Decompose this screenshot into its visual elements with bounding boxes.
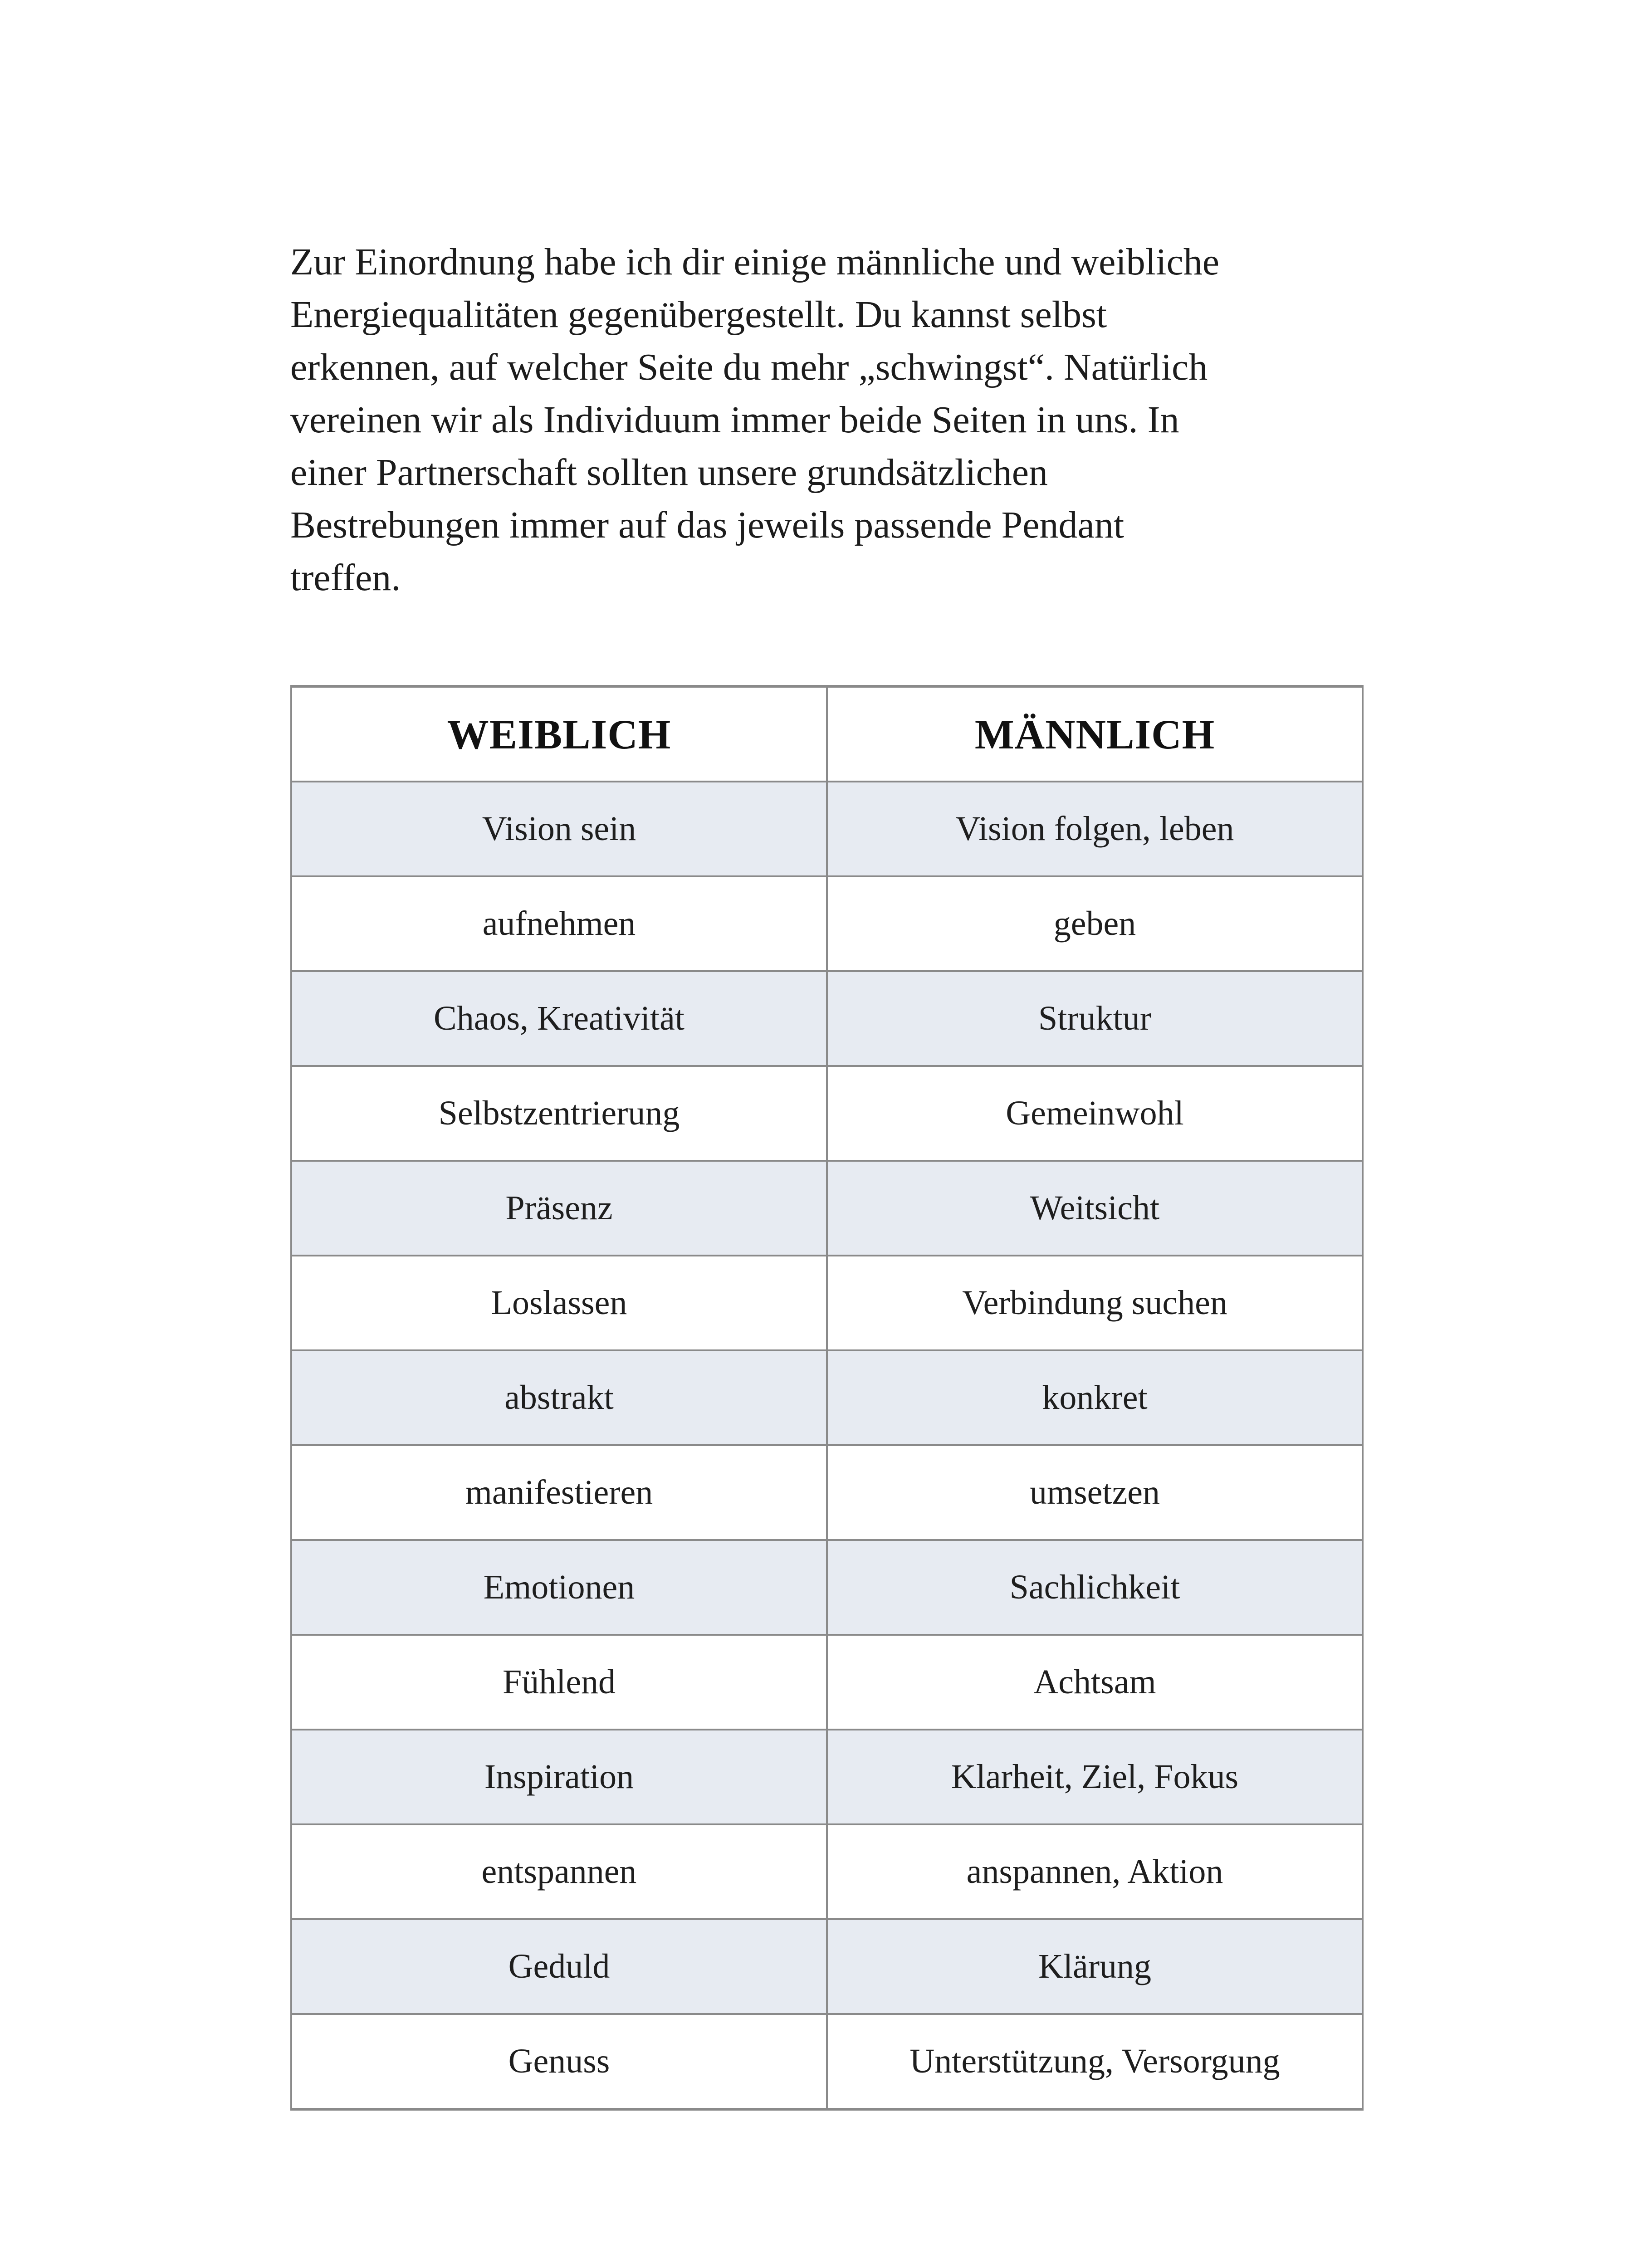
table-row — [291, 1635, 1363, 1730]
intro-line: erkennen, auf welcher Seite du mehr „schwingst“. Natürlich — [290, 346, 1208, 388]
cell-maennlich: Sachlichkeit — [827, 1540, 1363, 1635]
cell-maennlich: Unterstützung, Versorgung — [827, 2014, 1363, 2109]
table-row — [291, 1919, 1363, 2014]
cell-weiblich: Emotionen — [291, 1540, 827, 1635]
intro-line: einer Partnerschaft sollten unsere grundsätzlichen — [290, 451, 1048, 494]
cell-weiblich: Geduld — [291, 1919, 827, 2014]
cell-weiblich: Vision sein — [291, 782, 827, 876]
cell-maennlich: Klärung — [827, 1919, 1363, 2014]
table-row — [291, 1066, 1363, 1161]
cell-weiblich: Inspiration — [291, 1730, 827, 1824]
cell-weiblich: Loslassen — [291, 1256, 827, 1350]
cell-weiblich: manifestieren — [291, 1445, 827, 1540]
cell-maennlich: Weitsicht — [827, 1161, 1363, 1256]
table-row — [291, 782, 1363, 876]
cell-weiblich: Präsenz — [291, 1161, 827, 1256]
cell-maennlich: Vision folgen, leben — [827, 782, 1363, 876]
table-header-row — [291, 686, 1363, 782]
cell-maennlich: Gemeinwohl — [827, 1066, 1363, 1161]
table-row — [291, 1256, 1363, 1350]
cell-maennlich: Achtsam — [827, 1635, 1363, 1730]
table-row — [291, 2014, 1363, 2109]
table-row — [291, 971, 1363, 1066]
cell-maennlich: konkret — [827, 1350, 1363, 1445]
table-row — [291, 1540, 1363, 1635]
cell-maennlich: Struktur — [827, 971, 1363, 1066]
intro-line: Zur Einordnung habe ich dir einige männliche und weibliche — [290, 241, 1220, 283]
cell-maennlich: umsetzen — [827, 1445, 1363, 1540]
intro-line: Bestrebungen immer auf das jeweils passende Pendant — [290, 504, 1125, 546]
cell-weiblich: abstrakt — [291, 1350, 827, 1445]
cell-maennlich: geben — [827, 876, 1363, 971]
cell-weiblich: entspannen — [291, 1824, 827, 1919]
cell-maennlich: Klarheit, Ziel, Fokus — [827, 1730, 1363, 1824]
intro-line: treffen. — [290, 557, 401, 599]
intro-line: Energiequalitäten gegenübergestellt. Du kannst selbst — [290, 293, 1107, 336]
intro-line: vereinen wir als Individuum immer beide Seiten in uns. In — [290, 399, 1179, 441]
cell-weiblich: Selbstzentrierung — [291, 1066, 827, 1161]
table-row — [291, 1161, 1363, 1256]
cell-weiblich: Fühlend — [291, 1635, 827, 1730]
table-row — [291, 1730, 1363, 1824]
cell-weiblich: Genuss — [291, 2014, 827, 2109]
table-row — [291, 1350, 1363, 1445]
table-row — [291, 1824, 1363, 1919]
column-header-weiblich: WEIBLICH — [291, 686, 827, 782]
cell-maennlich: anspannen, Aktion — [827, 1824, 1363, 1919]
cell-maennlich: Verbindung suchen — [827, 1256, 1363, 1350]
column-header-maennlich: MÄNNLICH — [827, 686, 1363, 782]
table-row — [291, 876, 1363, 971]
cell-weiblich: aufnehmen — [291, 876, 827, 971]
energy-comparison-table — [290, 685, 1364, 2111]
table-row — [291, 1445, 1363, 1540]
cell-weiblich: Chaos, Kreativität — [291, 971, 827, 1066]
intro-paragraph — [290, 236, 1379, 604]
